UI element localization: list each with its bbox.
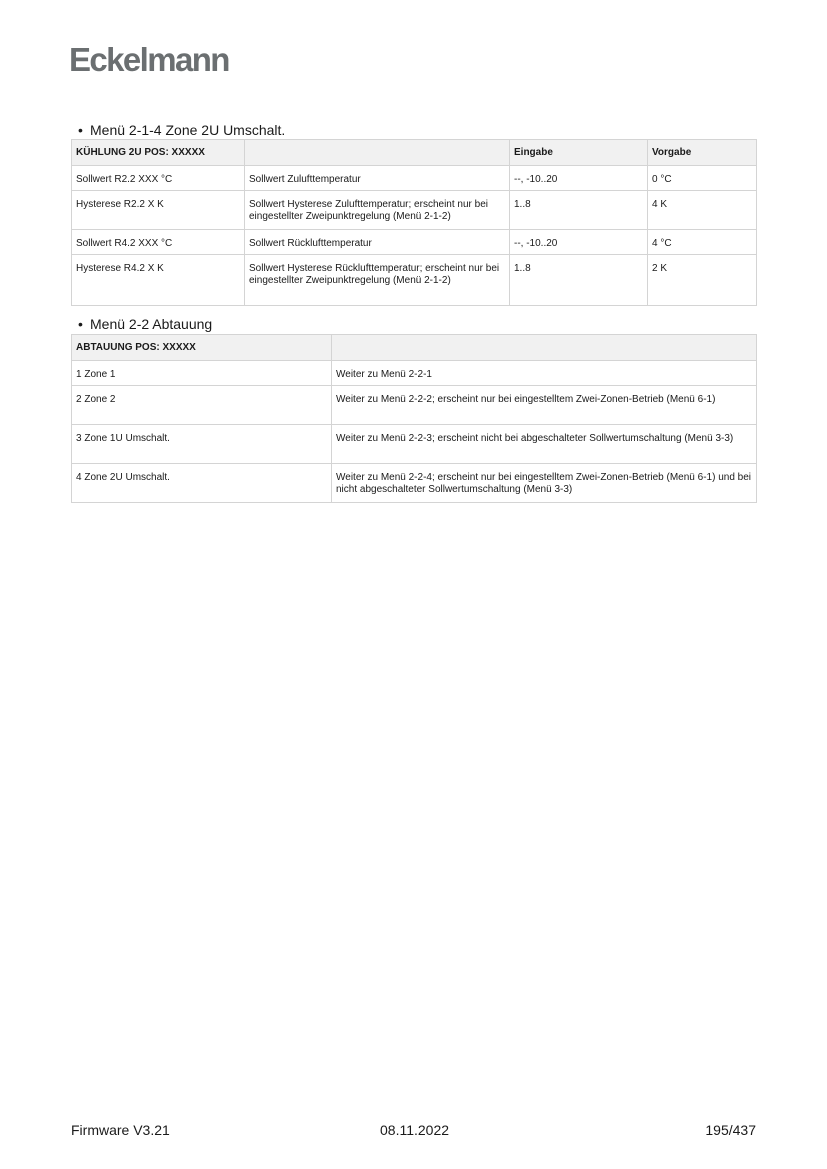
table-cell: 0 °C xyxy=(648,166,757,191)
table-cell: 2 K xyxy=(648,255,757,306)
section-heading-zone-2u xyxy=(78,122,285,138)
table-cell: Sollwert Hysterese Zulufttemperatur; erscheint nur bei eingestellter Zweipunktregelung (Menü 2-1-2) xyxy=(245,191,510,230)
kuehlung-table xyxy=(71,139,757,306)
table-cell: Sollwert Hysterese Rücklufttemperatur; erscheint nur bei eingestellter Zweipunktregelung (Menü 2-1-2) xyxy=(245,255,510,306)
table-header-cell xyxy=(332,335,757,361)
table-header-cell xyxy=(245,140,510,166)
table-cell: Sollwert R2.2 XXX °C xyxy=(72,166,245,191)
table-cell: Sollwert Zulufttemperatur xyxy=(245,166,510,191)
table-cell: 1..8 xyxy=(510,191,648,230)
table-cell: Sollwert Rücklufttemperatur xyxy=(245,230,510,255)
table-cell: --, -10..20 xyxy=(510,166,648,191)
section-heading-abtauung xyxy=(78,316,212,332)
table-cell: Weiter zu Menü 2-2-4; erscheint nur bei eingestelltem Zwei-Zonen-Betrieb (Menü 6-1) und bei nicht abgeschalteter Sollwertumschaltung (Menü 3-3) xyxy=(332,464,757,503)
table-header-cell: KÜHLUNG 2U POS: XXXXX xyxy=(72,140,245,166)
table-cell: 3 Zone 1U Umschalt. xyxy=(72,425,332,464)
bullet-icon: • xyxy=(78,316,83,332)
table-row xyxy=(72,230,757,255)
table-header-cell: Eingabe xyxy=(510,140,648,166)
table-cell: 1..8 xyxy=(510,255,648,306)
table-row xyxy=(72,191,757,230)
table-cell: Sollwert R4.2 XXX °C xyxy=(72,230,245,255)
company-logo: Eckelmann xyxy=(69,41,229,78)
table-header-row xyxy=(72,335,757,361)
table-header-cell: ABTAUUNG POS: XXXXX xyxy=(72,335,332,361)
table-cell: Hysterese R2.2 X K xyxy=(72,191,245,230)
table-header-row xyxy=(72,140,757,166)
table-header-cell: Vorgabe xyxy=(648,140,757,166)
table-cell: 1 Zone 1 xyxy=(72,361,332,386)
table-row xyxy=(72,386,757,425)
section-heading-text: Menü 2-2 Abtauung xyxy=(90,316,213,332)
section-heading-text: Menü 2-1-4 Zone 2U Umschalt. xyxy=(90,122,286,138)
table-cell: 2 Zone 2 xyxy=(72,386,332,425)
table-row xyxy=(72,166,757,191)
table-cell: 4 K xyxy=(648,191,757,230)
table-cell: --, -10..20 xyxy=(510,230,648,255)
table-row xyxy=(72,464,757,503)
footer-date: 08.11.2022 xyxy=(380,1122,450,1138)
table-cell: Weiter zu Menü 2-2-2; erscheint nur bei eingestelltem Zwei-Zonen-Betrieb (Menü 6-1) xyxy=(332,386,757,425)
table-cell: Weiter zu Menü 2-2-1 xyxy=(332,361,757,386)
footer-firmware-version: Firmware V3.21 xyxy=(71,1122,170,1138)
bullet-icon: • xyxy=(78,122,83,138)
table-row xyxy=(72,425,757,464)
footer-page-number: 195/437 xyxy=(705,1122,756,1138)
table-cell: 4 Zone 2U Umschalt. xyxy=(72,464,332,503)
table-cell: 4 °C xyxy=(648,230,757,255)
abtauung-table xyxy=(71,334,757,503)
table-row xyxy=(72,255,757,306)
table-row xyxy=(72,361,757,386)
table-cell: Weiter zu Menü 2-2-3; erscheint nicht bei abgeschalteter Sollwertumschaltung (Menü 3-3) xyxy=(332,425,757,464)
table-cell: Hysterese R4.2 X K xyxy=(72,255,245,306)
